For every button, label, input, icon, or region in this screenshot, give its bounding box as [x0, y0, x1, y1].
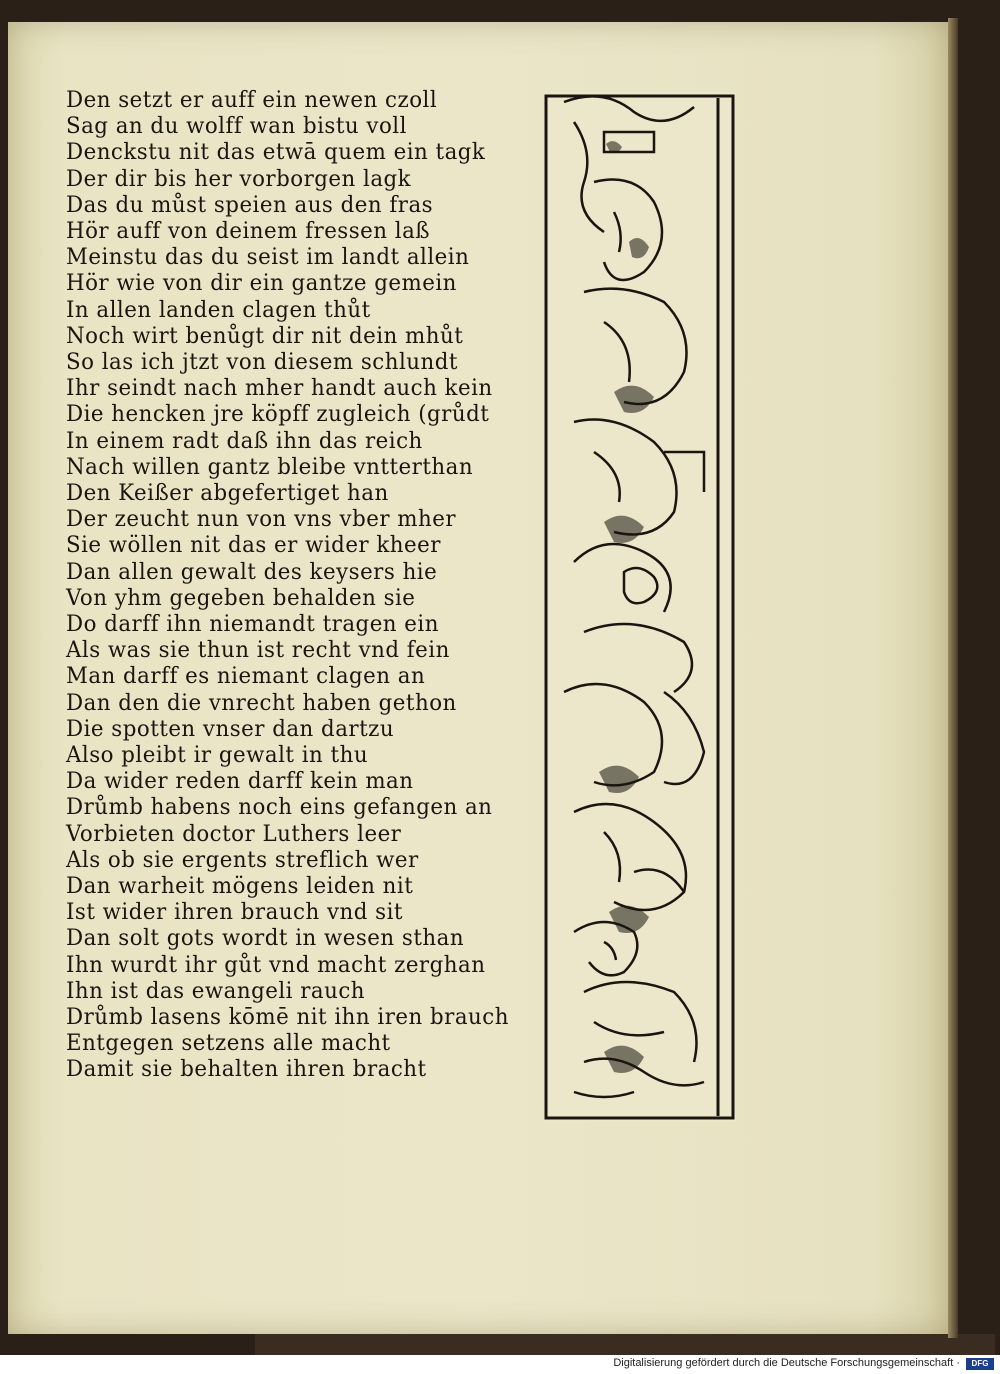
- verse-line: Also pleibt ir gewalt in thu: [66, 743, 369, 768]
- verse-line: Dan warheit mögens leiden nit: [66, 874, 414, 899]
- woodcut-border-figures-icon: [544, 92, 736, 1122]
- verse-line: Die spotten vnser dan dartzu: [66, 716, 395, 742]
- verse-line: Nach willen gantz bleibe vntterthan: [66, 454, 474, 480]
- verse-line: Man darff es niemant clagen an: [66, 664, 426, 690]
- verse-line: Ihn wurdt ihr gůt vnd macht zerghan: [66, 952, 486, 978]
- verse-line: Sag an du wolff wan bistu voll: [66, 114, 407, 140]
- verse-line: Den setzt er auff ein newen czoll: [66, 88, 438, 113]
- verse-line: Der zeucht nun von vns vber mher: [66, 507, 457, 533]
- book-edge: [0, 1334, 255, 1355]
- verse-line: Als ob sie ergents streflich wer: [66, 847, 419, 873]
- verse-line: Das du můst speien aus den fras: [66, 192, 434, 218]
- verse-line: So las ich jtzt von diesem schlundt: [66, 350, 458, 375]
- verse-line: Dan den die vnrecht haben gethon: [66, 690, 457, 716]
- verse-line: Noch wirt benůgt dir nit dein mhůt: [66, 323, 464, 349]
- verse-line: Ihn ist das ewangeli rauch: [66, 978, 366, 1004]
- verse-line: Dan allen gewalt des keysers hie: [66, 559, 438, 585]
- verse-line: Damit sie behalten ihren bracht: [66, 1057, 427, 1083]
- footer-bar: [0, 1355, 1000, 1374]
- verse-line: Denckstu nit das etwā quem ein tagk: [66, 140, 486, 166]
- verse-line: Von yhm gegeben behalden sie: [66, 585, 416, 611]
- verse-line: Hör wie von dir ein gantze gemein: [66, 271, 457, 297]
- verse-line: Ihr seindt nach mher handt auch kein: [66, 376, 493, 402]
- verse-line: Als was sie thun ist recht vnd fein: [66, 638, 450, 664]
- verse-line: Drůmb habens noch eins gefangen an: [66, 795, 493, 821]
- verse-line: Drůmb lasens kōmē nit ihn iren brauch: [66, 1005, 509, 1030]
- verse-line: Die hencken jre köpff zugleich (grůdt: [66, 402, 490, 428]
- verse-line: Meinstu das du seist im landt allein: [66, 245, 470, 271]
- verse-line: Hör auff von deinem fressen laß: [66, 219, 431, 244]
- verse-line: Den Keißer abgefertiget han: [66, 481, 389, 506]
- verse-line: Do darff ihn niemandt tragen ein: [66, 612, 439, 637]
- funding-notice: Digitalisierung gefördert durch die Deutsche Forschungsgemeinschaft ·: [613, 1357, 960, 1369]
- verse-line: Ist wider ihren brauch vnd sit: [66, 900, 403, 926]
- dfg-logo-icon: DFG: [966, 1358, 994, 1370]
- verse-line: Dan solt gots wordt in wesen sthan: [66, 926, 465, 952]
- verse-line: Der dir bis her vorborgen lagk: [66, 166, 412, 192]
- verse-line: Entgegen setzens alle macht: [66, 1031, 391, 1057]
- page-edge: [948, 18, 958, 1338]
- book-spine: [255, 1334, 995, 1355]
- verse-line: In einem radt daß ihn das reich: [66, 428, 423, 454]
- verse-line: In allen landen clagen thůt: [66, 297, 371, 323]
- verse-column: [66, 86, 536, 1116]
- verse-line: Sie wöllen nit das er wider kheer: [66, 533, 441, 559]
- verse-line: Vorbieten doctor Luthers leer: [66, 821, 402, 847]
- verse-line: Da wider reden darff kein man: [66, 769, 414, 795]
